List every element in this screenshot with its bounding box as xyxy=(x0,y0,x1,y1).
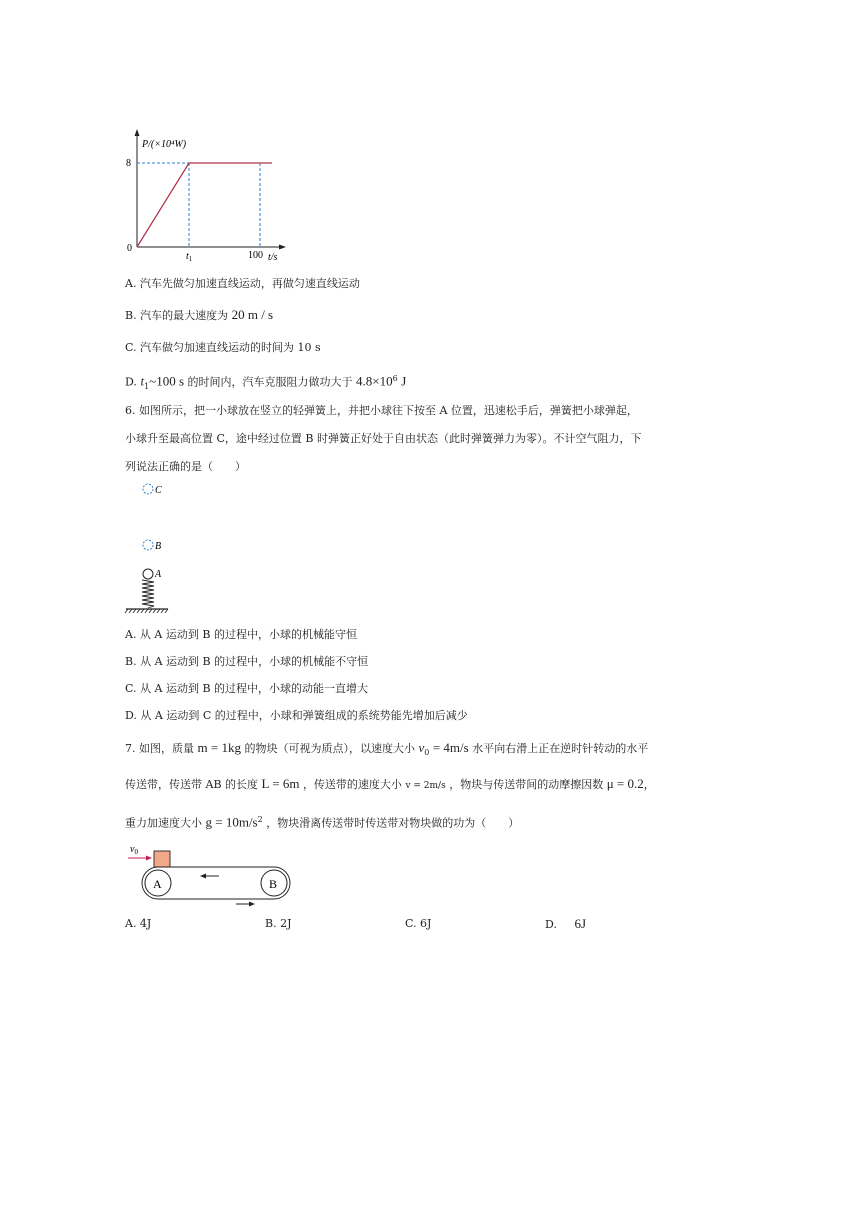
q5-option-b-value: 20 m / s xyxy=(231,307,274,322)
q5-option-d-label: D. xyxy=(125,375,137,389)
q7-option-a: A. 4J xyxy=(125,917,152,930)
origin-label: 0 xyxy=(127,243,132,254)
q5-option-b-text: B. 汽车的最大速度为 xyxy=(125,309,229,322)
q7-belt-speed: v = 2m/s xyxy=(405,781,446,791)
v0-arrow-head xyxy=(146,856,152,861)
belt-arrow-right-head xyxy=(249,902,255,907)
q6-stem-line3: 列说法正确的是（ ） xyxy=(125,460,246,473)
q7-v0-value: = 4m/s xyxy=(432,740,469,755)
q5-option-d-range: ~100 s xyxy=(149,373,184,389)
q7-stem-line3 xyxy=(125,813,519,831)
q7-l3-text-a: 重力加速度大小 xyxy=(125,816,202,830)
q7-l1-text-a: 7. 如图，质量 xyxy=(125,742,194,755)
q6-stem-line2: 小球升至最高位置 C，途中经过位置 B 时弹簧正好处于自由状态（此时弹簧弹力为零）。不计空气阻力，下 xyxy=(125,432,642,445)
y-axis-arrow xyxy=(135,129,140,136)
q7-l2-text-a: 传送带，传送带 AB 的长度 xyxy=(125,778,259,791)
q7-stem-line1 xyxy=(125,741,648,760)
fig-v0-label: $v_0$ xyxy=(130,844,138,856)
q5-option-c-text: C. 汽车做匀加速直线运动的时间为 xyxy=(125,341,295,354)
block xyxy=(154,851,170,867)
position-b-label: B xyxy=(155,541,162,552)
position-b-circle xyxy=(143,540,153,550)
q6-option-d: D. 从 A 运动到 C 的过程中，小球和弹簧组成的系统势能先增加后减少 xyxy=(125,709,468,722)
q5-option-d-value: 4.8×10 xyxy=(356,373,393,389)
q6-option-c: C. 从 A 运动到 B 的过程中，小球的动能一直增大 xyxy=(125,682,369,695)
q7-length: L = 6m xyxy=(261,776,300,791)
q6-option-b: B. 从 A 运动到 B 的过程中，小球的机械能不守恒 xyxy=(125,655,369,668)
y-tick-8: 8 xyxy=(126,158,131,169)
q5-option-d-t: t xyxy=(140,373,145,389)
q5-option-a: A. 汽车先做匀加速直线运动，再做匀速直线运动 xyxy=(125,277,360,290)
spring-figure xyxy=(122,478,182,618)
x-axis-label: t/s xyxy=(268,252,278,263)
pulley-b-label: B xyxy=(269,877,278,891)
pulley-a-label: A xyxy=(153,877,162,891)
q7-l1-text-b: 的物块（可视为质点），以速度大小 xyxy=(244,742,415,755)
spring xyxy=(142,580,154,608)
q7-v0: v xyxy=(418,740,425,755)
q7-l3-text-b: ，物块滑离传送带时传送带对物块做的功为（ ） xyxy=(266,816,520,830)
position-c-circle xyxy=(143,484,153,494)
q7-l2-text-c: ，物块与传送带间的动摩擦因数 xyxy=(449,778,604,791)
x-tick-t1: $t_1$ xyxy=(186,251,193,263)
q7-gravity: g = 10m/s xyxy=(205,814,258,830)
q7-l1-text-c: 水平向右滑上正在逆时针转动的水平 xyxy=(472,742,649,755)
power-curve xyxy=(137,163,272,247)
q7-option-d xyxy=(545,917,586,932)
q5-option-d xyxy=(125,372,406,394)
x-tick-100: 100 xyxy=(248,250,263,261)
q7-option-d-label: D. xyxy=(545,918,557,931)
q7-mass: m = 1kg xyxy=(197,740,241,755)
q7-option-b: B. 2J xyxy=(265,917,292,930)
q7-l2-text-d: ， xyxy=(643,778,655,791)
q6-option-a: A. 从 A 运动到 B 的过程中，小球的机械能守恒 xyxy=(125,628,357,641)
q6-stem-line1: 6. 如图所示，把一小球放在竖立的轻弹簧上，并把小球往下按至 A 位置，迅速松手后，弹簧把小球弹起， xyxy=(125,404,638,417)
q5-option-d-unit: J xyxy=(401,373,407,389)
q5-option-d-exp: 6 xyxy=(392,374,398,383)
q5-option-c-value: 10 s xyxy=(297,341,321,354)
ball-a xyxy=(143,569,153,579)
q5-option-d-text: 的时间内，汽车克服阻力做功大于 xyxy=(187,375,353,389)
q7-l2-text-b: ，传送带的速度大小 xyxy=(302,778,402,791)
position-c-label: C xyxy=(155,485,162,496)
conveyor-figure xyxy=(124,838,299,910)
q7-option-d-value: 6J xyxy=(574,916,586,931)
q7-option-c: C. 6J xyxy=(405,917,432,930)
q5-option-c xyxy=(125,341,321,355)
q7-mu: μ = 0.2 xyxy=(606,776,644,791)
x-axis-arrow xyxy=(279,245,286,250)
q5-option-b xyxy=(125,308,273,323)
q7-gravity-exp: 2 xyxy=(257,815,263,824)
position-a-label: A xyxy=(155,569,162,580)
y-axis-label: P/(×10⁴W) xyxy=(142,139,187,150)
belt-arrow-left-head xyxy=(200,874,206,879)
power-time-graph xyxy=(120,125,290,265)
q7-stem-line2 xyxy=(125,777,655,793)
q5-option-d-t-sub: 1 xyxy=(144,381,150,391)
q7-v0-sub: 0 xyxy=(424,748,430,758)
